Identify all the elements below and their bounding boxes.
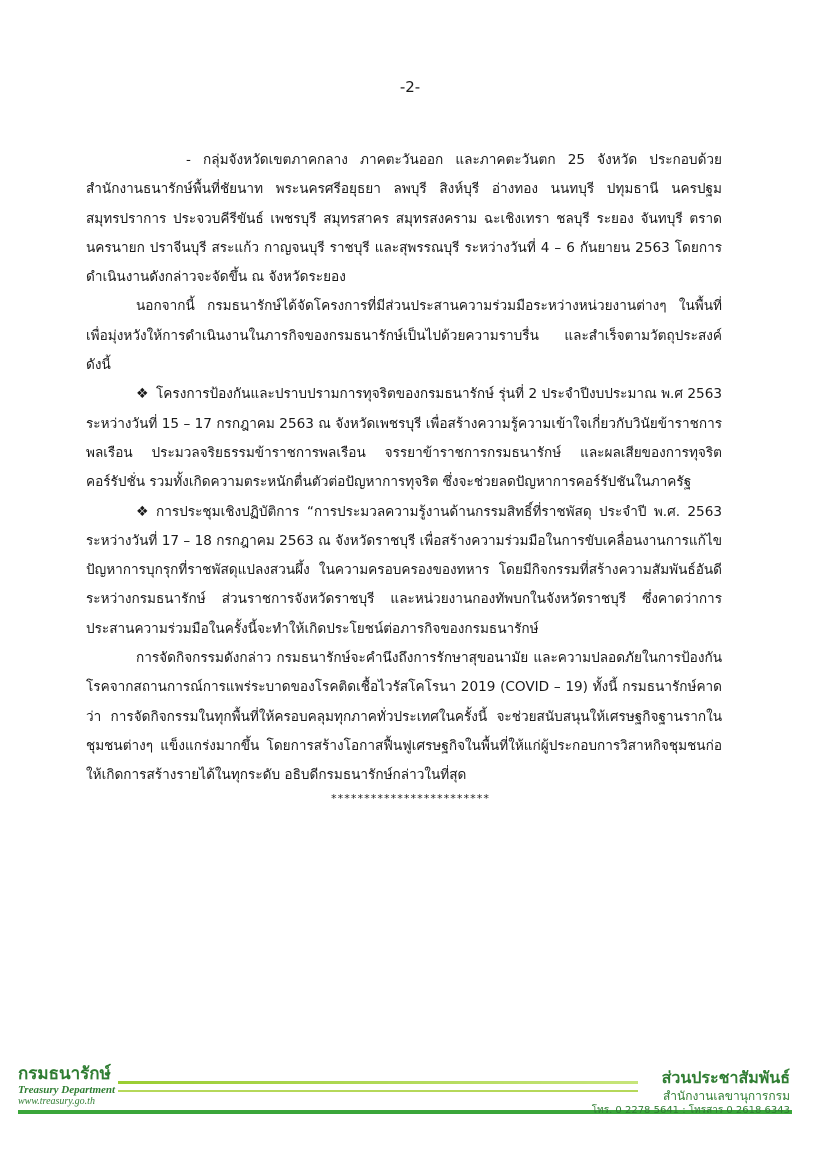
pr-title: ส่วนประชาสัมพันธ์ [661,1068,790,1087]
document-body [86,146,722,791]
paragraph-cooperation-intro: นอกจากนี้ กรมธนารักษ์ได้จัดโครงการที่มีส่วนประสานความร่วมมือระหว่างหน่วยงานต่างๆ ในพื้นที่ เพื่อมุ่งหวังให้การดำเนินงานในภารกิจของกรมธนารักษ์เป็นไปด้วยความราบรื่น และสำเร็จตามวัตถุประสงค์ ดังนี้ [86,298,722,374]
diamond-bullet-icon: ❖ [136,503,149,520]
paragraph-region-schedule: - กลุ่มจังหวัดเขตภาคกลาง ภาคตะวันออก และภาคตะวันตก 25 จังหวัด ประกอบด้วย สำนักงานธนารักษ์พื้นที่ชัยนาท พระนครศรีอยุธยา ลพบุรี สิงห์บุรี อ่างทอง นนทบุรี ปทุมธานี นครปฐม สมุทรปราการ ประจวบคีรีขันธ์ เพชรบุรี สมุทรสาคร สมุทรสงคราม ฉะเชิงเทรา ชลบุรี ระยอง จันทบุรี ตราด นครนายก ปราจีนบุรี สระแก้ว กาญจนบุรี ราชบุรี และสุพรรณบุรี ระหว่างวันที่ 4 – 6 กันยายน 2563 โดยการดำเนินงานดังกล่าวจะจัดขึ้น ณ จังหวัดระยอง [86,152,722,286]
brand-thai: กรมธนารักษ์ [18,1064,111,1084]
diamond-bullet-icon: ❖ [136,386,149,403]
bullet-text: โครงการป้องกันและปราบปรามการทุจริตของกรมธนารักษ์ รุ่นที่ 2 ประจำปีงบประมาณ พ.ศ 2563 ระหว่างวันที่ 15 – 17 กรกฎาคม 2563 ณ จังหวัดเพชรบุรี เพื่อสร้างความรู้ความเข้าใจเกี่ยวกับวินัยข้าราชการพลเรือน ประมวลจริยธรรมข้าราชการพลเรือน จรรยาข้าราชการกรมธนารักษ์ และผลเสียของการทุจริตคอร์รัปชั่น รวมทั้งเกิดความตระหนักตื่นตัวต่อปัญหาการทุจริต ซึ่งจะช่วยลดปัญหาการคอร์รัปชันในภาครัฐ [86,386,722,491]
end-divider: ************************ [330,792,490,805]
treasury-logo [18,1064,115,1108]
pr-contact: โทร. 0 2278 5641 : โทรสาร 0 2618 6343 [591,1105,790,1116]
pr-subtitle: สำนักงานเลขานุการกรม [662,1089,790,1103]
paragraph-covid-measures: การจัดกิจกรรมดังกล่าว กรมธนารักษ์จะคำนึงถึงการรักษาสุขอนามัย และความปลอดภัยในการป้องกันโรคจากสถานการณ์การแพร่ระบาดของโรคติดเชื้อไวรัสโคโรนา 2019 (COVID – 19) ทั้งนี้ กรมธนารักษ์คาดว่า การจัดกิจกรรมในทุกพื้นที่ให้ครอบคลุมทุกภาคทั่วประเทศในครั้งนี้ จะช่วยสนับสนุนให้เศรษฐกิจฐานรากในชุมชนต่างๆ แข็งแกร่งมากขึ้น โดยการสร้างโอกาสฟื้นฟูเศรษฐกิจในพื้นที่ให้แก่ผู้ประกอบการวิสาหกิจชุมชนก่อให้เกิดการสร้างรายได้ในทุกระดับ อธิบดีกรมธนารักษ์กล่าวในที่สุด [86,650,722,784]
brand-english: Treasury Department [18,1084,116,1096]
bullet-anti-corruption-project [86,380,722,497]
pr-office-block [592,1068,790,1118]
page-number: -2- [399,78,421,96]
bullet-text: การประชุมเชิงปฏิบัติการ “การประมวลความรู้งานด้านกรรมสิทธิ์ที่ราชพัสดุ ประจำปี พ.ศ. 2563 ระหว่างวันที่ 17 – 18 กรกฎาคม 2563 ณ จังหวัดราชบุรี เพื่อสร้างความร่วมมือในการขับเคลื่อนงานการแก้ไขปัญหาการบุกรุกที่ราชพัสดุแปลงสวนผึ้ง ในความครอบครองของทหาร โดยมีกิจกรรมที่สร้างความสัมพันธ์อันดีระหว่างกรมธนารักษ์ ส่วนราชการจังหวัดราชบุรี และหน่วยงานกองทัพบกในจังหวัดราชบุรี ซึ่งคาดว่าการประสานความร่วมมือในครั้งนี้จะทำให้เกิดประโยชน์ต่อภารกิจของกรมธนารักษ์ [86,503,722,637]
bullet-workshop [86,498,722,644]
brand-url: www.treasury.go.th [18,1096,95,1107]
footer [0,1060,820,1150]
